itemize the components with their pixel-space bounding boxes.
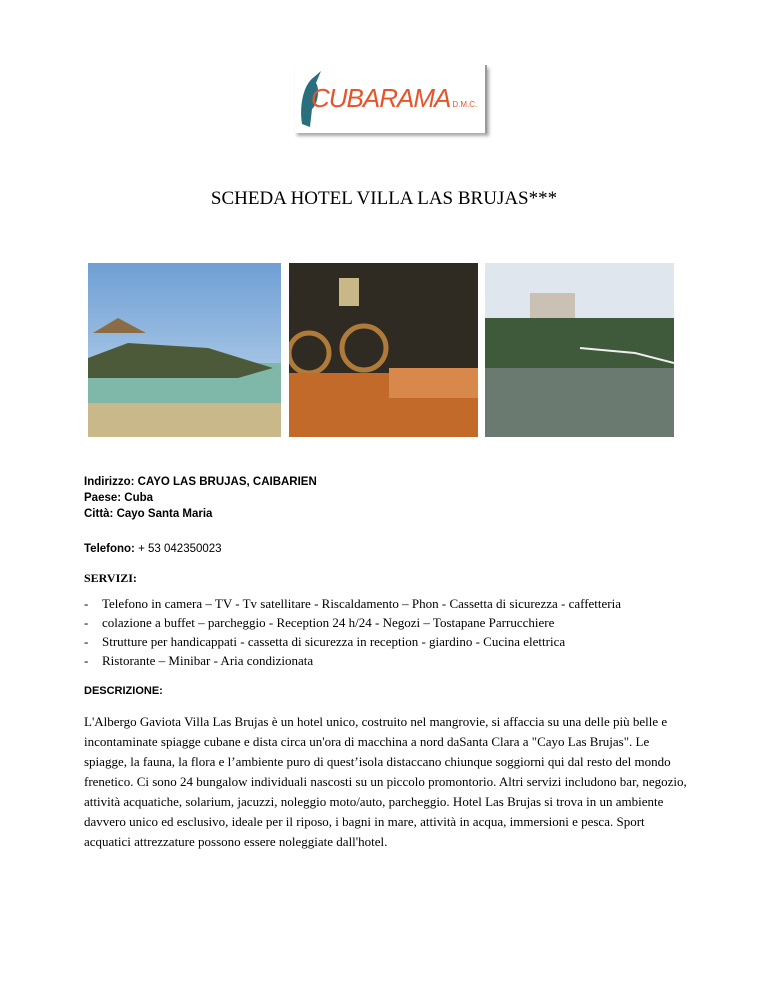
services-heading: SERVIZI: — [84, 571, 137, 585]
hotel-details — [84, 474, 694, 852]
city: Città: Cayo Santa Maria — [84, 508, 213, 520]
logo-suffix: D.M.C. — [452, 100, 478, 109]
description-heading: DESCRIZIONE: — [84, 685, 163, 697]
phone-label: Telefono: — [84, 543, 135, 555]
photo-mangrove-villa — [485, 263, 674, 437]
service-item: - Ristorante – Minibar - Aria condizionata — [84, 651, 694, 670]
phone-value: + 53 042350023 — [138, 543, 222, 555]
services-list — [84, 594, 694, 670]
service-item: - Telefono in camera – TV - Tv satellitare - Riscaldamento – Phon - Cassetta di sicurezza - caffetteria — [84, 594, 694, 613]
hotel-info — [84, 474, 694, 522]
phone-row — [84, 541, 694, 557]
service-item: - colazione a buffet – parcheggio - Reception 24 h/24 - Negozi – Tostapane Parrucchiere — [84, 613, 694, 632]
logo-brand — [311, 83, 477, 114]
country: Paese: Cuba — [84, 492, 154, 504]
service-item: - Strutture per handicappati - cassetta di sicurezza in reception - giardino - Cucina elettrica — [84, 632, 694, 651]
photo-hotel-room — [289, 263, 478, 437]
photo-beach-hut — [88, 263, 281, 437]
page-title: SCHEDA HOTEL VILLA LAS BRUJAS*** — [210, 188, 558, 209]
cubarama-logo — [295, 65, 487, 133]
logo-text: CUBARAMA — [311, 83, 451, 113]
address: Indirizzo: CAYO LAS BRUJAS, CAIBARIEN — [84, 476, 317, 488]
description-text: L'Albergo Gaviota Villa Las Brujas è un hotel unico, costruito nel mangrovie, si affaccia su una delle più belle e incontaminate spiagge cubane e dista circa un'ora di macchina a nord daSanta Clara a "Cayo Las Brujas". Le spiagge, la fauna, la flora e l’ambiente puro di quest’isola distaccano chiunque soggiorni qui dal resto del mondo frenetico. Ci sono 24 bungalow individuali nascosti su un piccolo promontorio. Altri servizi includono bar, negozio, attività acquatiche, solarium, jacuzzi, noleggio moto/auto, parcheggio. Hotel Las Brujas si trova in un ambiente davvero unico ed esclusivo, ideale per il riposo, i bagni in mare, attività in acqua, immersioni e pesca. Sport acquatici attrezzature possono essere noleggiate dall'hotel. — [84, 714, 687, 849]
